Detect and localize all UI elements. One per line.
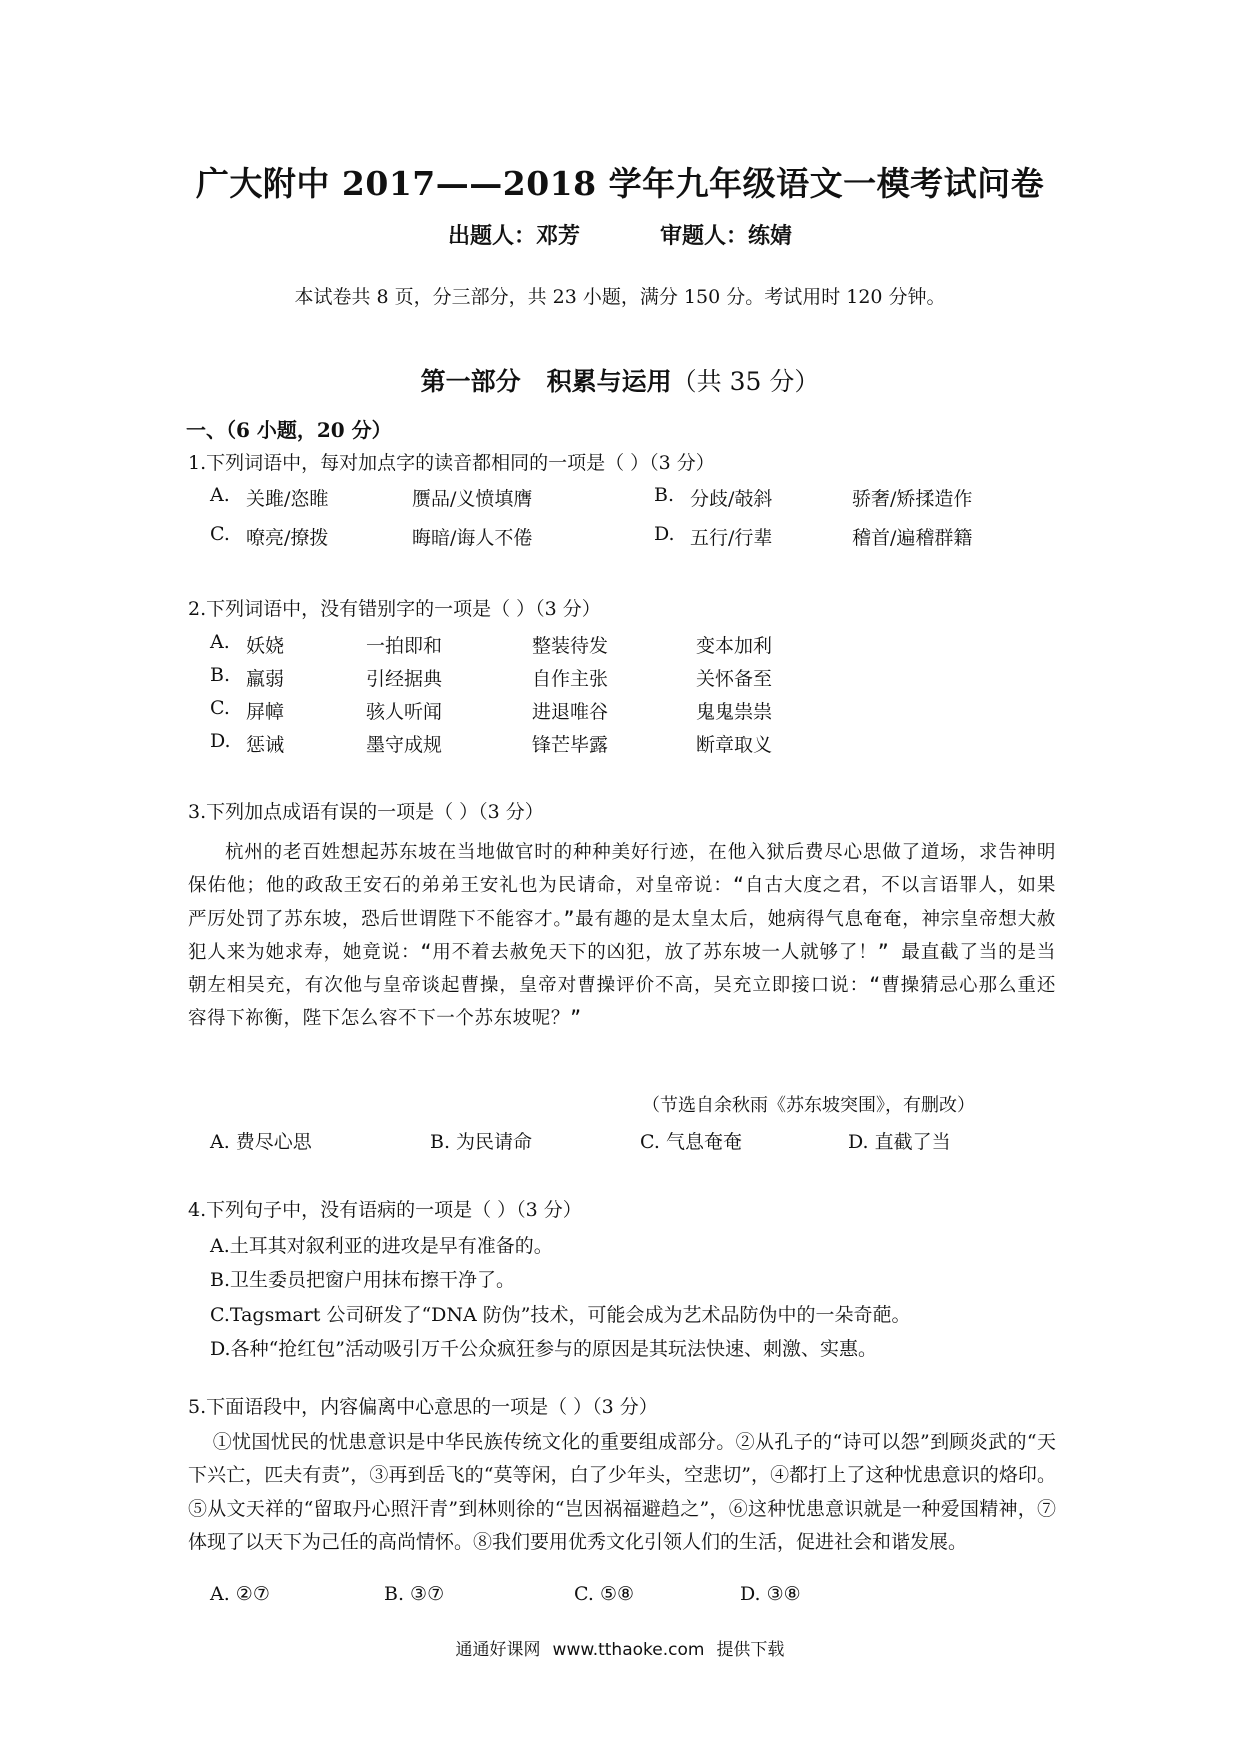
option-text: A. ②⑦ [210, 1583, 270, 1605]
option-text: 进退唯谷 [532, 701, 609, 723]
question-5-stem: 5.下面语段中，内容偏离中心意思的一项是（ ）（3 分） [188, 1396, 658, 1418]
option-text: 锋芒毕露 [532, 734, 609, 756]
option-text: 变本加利 [696, 635, 773, 657]
option-text: 晦暗/诲人不倦 [412, 527, 533, 549]
option-label: C. [210, 523, 230, 545]
option-text: B. ③⑦ [384, 1583, 445, 1605]
part-one-subtitle: 积累与运用 [546, 367, 672, 396]
option-label: C. [210, 697, 230, 719]
footer-site-name: 通通好课网 [455, 1640, 541, 1660]
part-one-score: （共 35 分） [671, 367, 820, 396]
question-3-source: （节选自余秋雨《苏东坡突围》，有删改） [642, 1095, 975, 1116]
footer-url[interactable]: www.tthaoke.com [552, 1640, 705, 1660]
option-label: B. [210, 664, 231, 686]
option-text: 稽首/遍稽群籍 [852, 527, 973, 549]
option-text: 羸弱 [246, 668, 285, 690]
option-text: 墨守成规 [366, 734, 443, 756]
option-text: C.Tagsmart 公司研发了“DNA 防伪”技术，可能会成为艺术品防伪中的一朵奇葩。 [210, 1304, 911, 1326]
option-text: 骄奢/矫揉造作 [852, 488, 973, 510]
option-text: D.各种“抢红包”活动吸引万千公众疯狂参与的原因是其玩法快速、刺激、实惠。 [210, 1338, 878, 1360]
exam-intro: 本试卷共 8 页，分三部分，共 23 小题，满分 150 分。考试用时 120 分钟。 [294, 286, 946, 308]
author-line [0, 219, 1240, 250]
question-2-stem: 2.下列词语中，没有错别字的一项是（ ）（3 分） [188, 598, 601, 620]
option-text: 关雎/恣睢 [246, 488, 329, 510]
option-text: 嘹亮/撩拨 [246, 527, 329, 549]
option-label: D. [654, 523, 675, 545]
option-text: 屏幛 [246, 701, 285, 723]
option-label: A. [210, 484, 230, 506]
option-text: 断章取义 [696, 734, 773, 756]
question-3-stem: 3.下列加点成语有误的一项是（ ）（3 分） [188, 801, 544, 823]
question-setter: 出题人：邓芳 [447, 223, 580, 249]
question-5-passage: ①忧国忧民的忧患意识是中华民族传统文化的重要组成部分。②从孔子的“诗可以怨”到顾炎武的“天下兴亡，匹夫有责”，③再到岳飞的“莫等闲，白了少年头，空悲切”，④都打上了这种忧患意识的烙印。⑤从文天祥的“留取丹心照汗青”到林则徐的“岂因祸福避趋之”，⑥这种忧患意识就是一种爱国精神，⑦体现了以天下为己任的高尚情怀。⑧我们要用优秀文化引领人们的生活，促进社会和谐发展。 [188, 1431, 1056, 1553]
question-1-stem: 1.下列词语中，每对加点字的读音都相同的一项是（ ）（3 分） [188, 452, 715, 474]
question-3-passage: 杭州的老百姓想起苏东坡在当地做官时的种种美好行迹，在他入狱后费尽心思做了道场，求告神明保佑他；他的政敌王安石的弟弟王安礼也为民请命，对皇帝说：“自古大度之君，不以言语罪人，如果严厉处罚了苏东坡，恐后世谓陛下不能容才。”最有趣的是太皇太后，她病得气息奄奄，神宗皇帝想大赦犯人来为她求寿，她竟说：“用不着去赦免天下的凶犯，放了苏东坡一人就够了！” 最直截了当的是当朝左相吴充，有次他与皇帝谈起曹操，皇帝对曹操评价不高，吴充立即接口说：“曹操猜忌心那么重还容得下祢衡，陛下怎么容不下一个苏东坡呢？” [188, 842, 1056, 1030]
option-text: 惩诫 [246, 734, 285, 756]
option-text: 关怀备至 [696, 668, 773, 690]
option-text: B. 为民请命 [430, 1131, 533, 1153]
option-text: C. 气息奄奄 [640, 1131, 742, 1153]
option-text: 赝品/义愤填膺 [412, 488, 533, 510]
option-text: A. 费尽心思 [210, 1131, 312, 1153]
option-text: D. 直截了当 [848, 1131, 951, 1153]
option-text: 妖娆 [246, 635, 285, 657]
option-label: B. [654, 484, 675, 506]
option-text: A.土耳其对叙利亚的进攻是早有准备的。 [210, 1235, 553, 1257]
option-text: 引经据典 [366, 668, 443, 690]
option-label: D. [210, 730, 231, 752]
option-text: 整装待发 [532, 635, 609, 657]
page-footer [0, 1635, 1240, 1660]
section-one-heading: 一、（6 小题，20 分） [186, 418, 392, 442]
option-text: C. ⑤⑧ [574, 1583, 635, 1605]
option-text: D. ③⑧ [740, 1583, 801, 1605]
option-text: 自作主张 [532, 668, 609, 690]
option-text: 一拍即和 [366, 635, 443, 657]
option-text: 骇人听闻 [366, 701, 443, 723]
option-text: 分歧/攲斜 [690, 488, 773, 510]
exam-title: 广大附中 2017——2018 学年九年级语文一模考试问卷 [195, 164, 1045, 203]
option-label: A. [210, 631, 230, 653]
footer-note: 提供下载 [716, 1640, 785, 1660]
part-one-heading [0, 362, 1240, 398]
question-reviewer: 审题人：练婧 [660, 223, 793, 249]
option-text: 五行/行辈 [690, 527, 773, 549]
option-text: B.卫生委员把窗户用抹布擦干净了。 [210, 1269, 516, 1291]
question-4-stem: 4.下列句子中，没有语病的一项是（ ）（3 分） [188, 1199, 582, 1221]
part-one-title: 第一部分 [420, 367, 521, 396]
option-text: 鬼鬼祟祟 [696, 701, 773, 723]
